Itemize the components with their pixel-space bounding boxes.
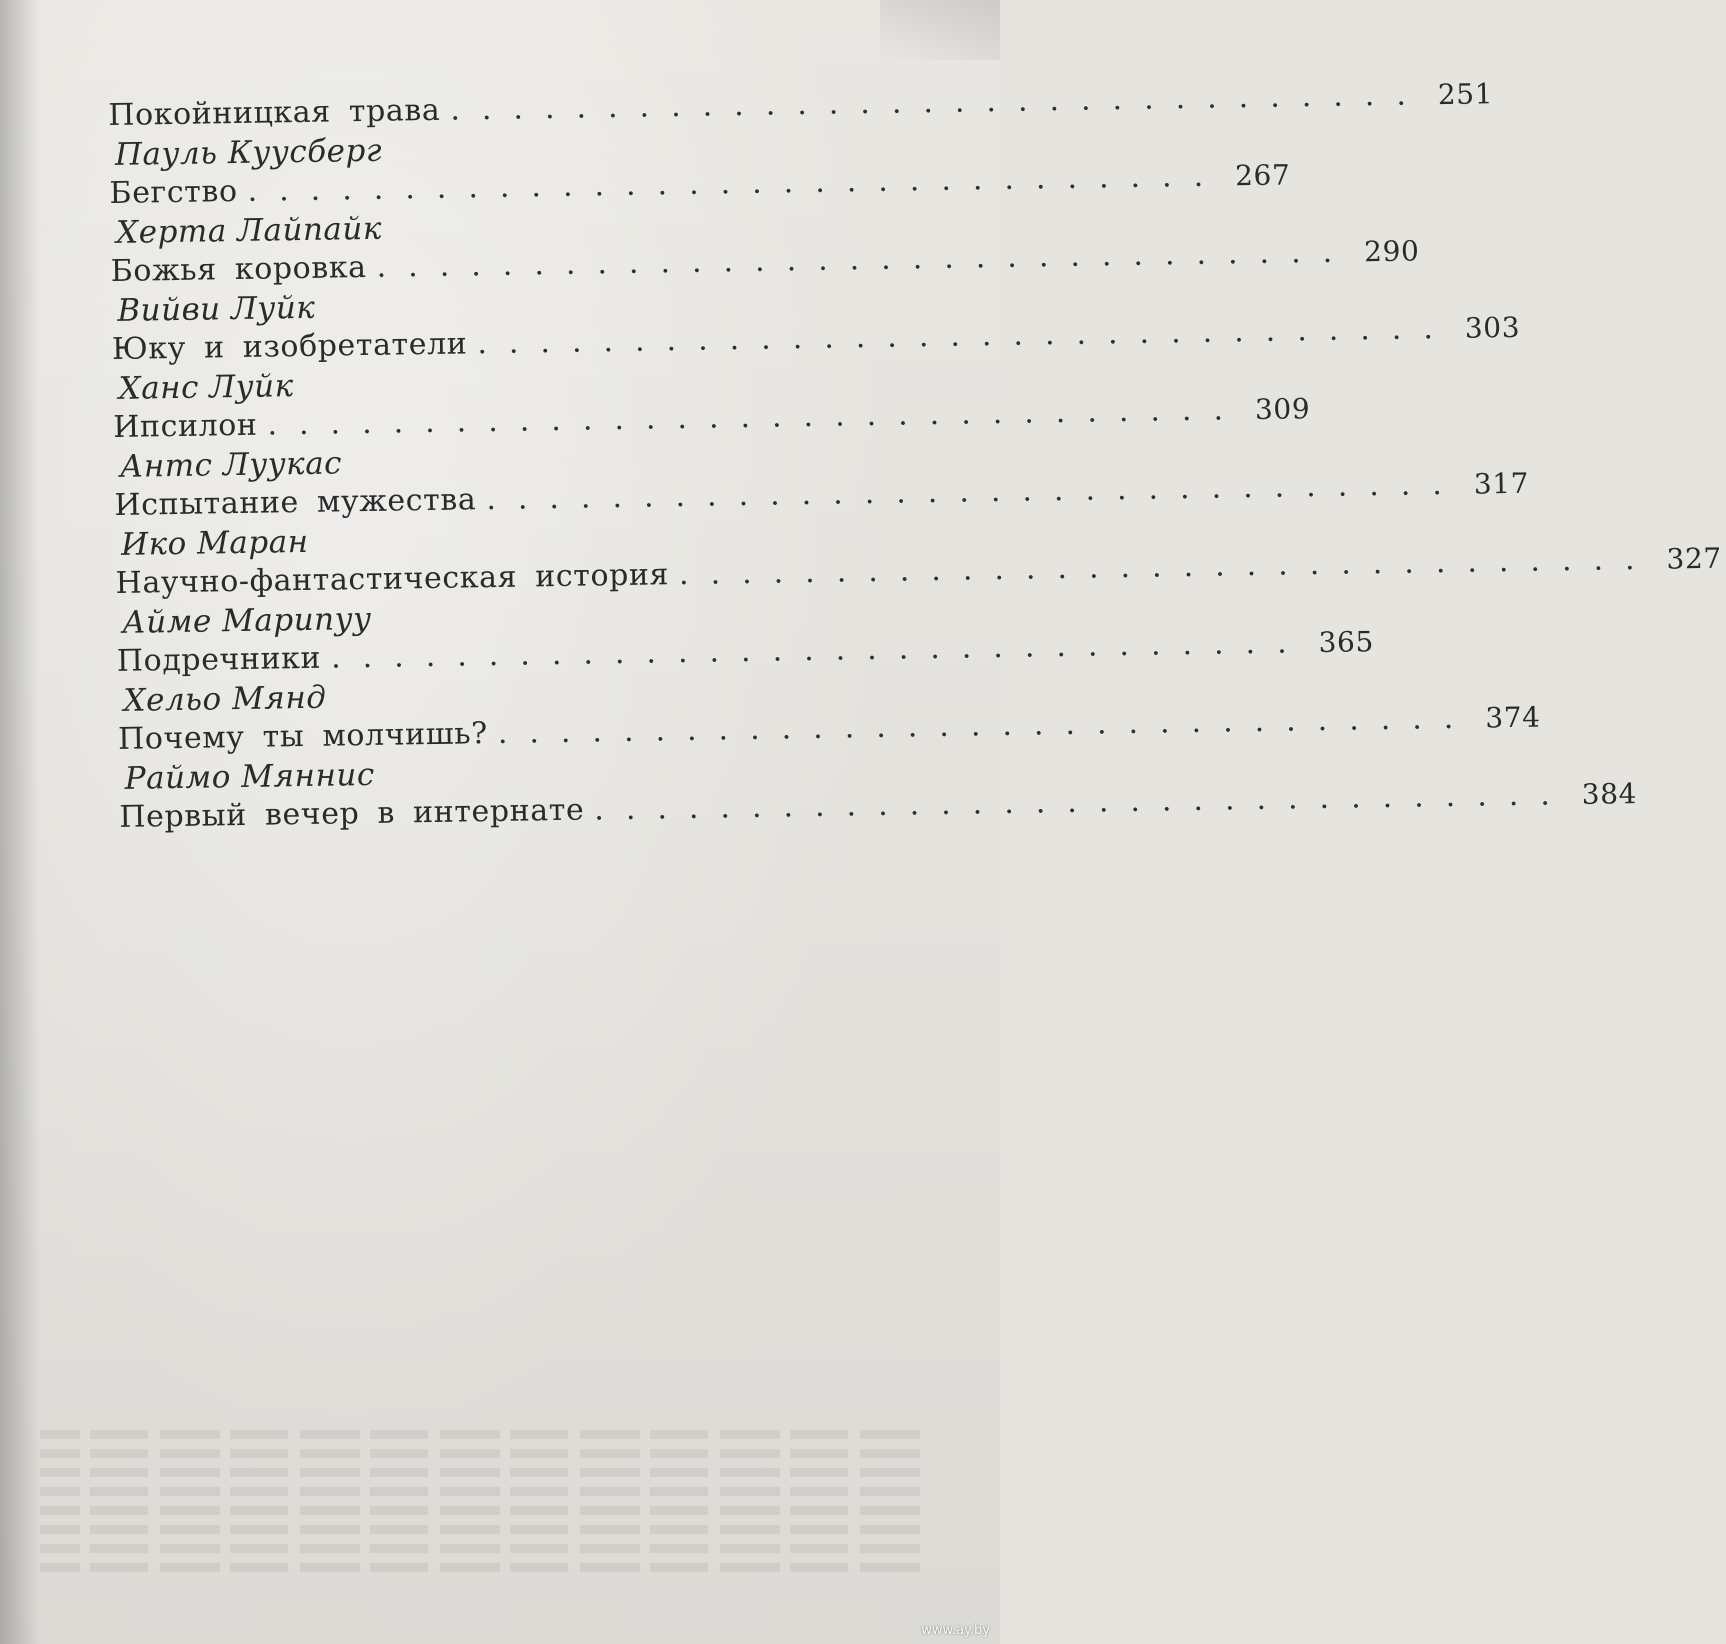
- story-title: Юку и изобретатели: [111, 326, 468, 367]
- leader-dots: ...............................: [450, 77, 1429, 128]
- leader-dots: ...............................: [376, 234, 1355, 285]
- leader-dots: ...............................: [497, 700, 1476, 751]
- page-corner-shade: [880, 0, 1000, 60]
- leader-dots: ...............................: [593, 777, 1573, 828]
- author-name: Ико Маран: [120, 523, 309, 563]
- spine-shadow: [0, 0, 40, 1644]
- author-name: Хельо Мянд: [123, 679, 327, 719]
- story-title: Божья коровка: [110, 249, 367, 289]
- leader-dots: ...............................: [267, 392, 1246, 443]
- author-name: Айме Марипуу: [121, 600, 372, 641]
- page-number: 365: [1318, 625, 1375, 660]
- author-name: Херта Лайпайк: [115, 210, 383, 251]
- leader-dots: ...............................: [330, 625, 1309, 676]
- page-number: 374: [1485, 700, 1541, 735]
- leader-dots: ...............................: [477, 310, 1456, 362]
- author-name: Раймо Мяннис: [124, 756, 375, 797]
- story-title: Почему ты молчишь?: [117, 716, 489, 757]
- page-number: 251: [1437, 77, 1494, 112]
- leader-dots: ...............................: [678, 541, 1657, 593]
- page-number: 309: [1254, 392, 1311, 427]
- author-name: Ханс Луйк: [118, 368, 294, 407]
- story-title: Покойницкая трава: [108, 92, 441, 133]
- page-number: 290: [1363, 234, 1420, 269]
- author-name: Пауль Куусберг: [114, 132, 383, 173]
- page-number: 327: [1666, 541, 1723, 576]
- show-through-imprint: [40, 1420, 920, 1620]
- story-title: Испытание мужества: [114, 482, 477, 523]
- author-name: Антс Луукас: [119, 445, 343, 485]
- page-number: 303: [1464, 310, 1521, 345]
- story-title: Подречники: [116, 640, 322, 679]
- page-number: 317: [1473, 466, 1530, 501]
- watermark-text: www.ay.by: [921, 1623, 990, 1638]
- story-title: Первый вечер в интернате: [119, 792, 585, 835]
- page-number: 384: [1581, 777, 1638, 811]
- story-title: Ипсилон: [112, 407, 258, 445]
- story-title: Бегство: [109, 173, 238, 211]
- leader-dots: ...............................: [486, 466, 1465, 518]
- table-of-contents: [108, 77, 1723, 838]
- page-number: 267: [1234, 158, 1291, 193]
- leader-dots: ...............................: [247, 158, 1226, 209]
- author-name: Вийви Луйк: [117, 289, 316, 329]
- story-title: Научно-фантастическая история: [115, 557, 670, 601]
